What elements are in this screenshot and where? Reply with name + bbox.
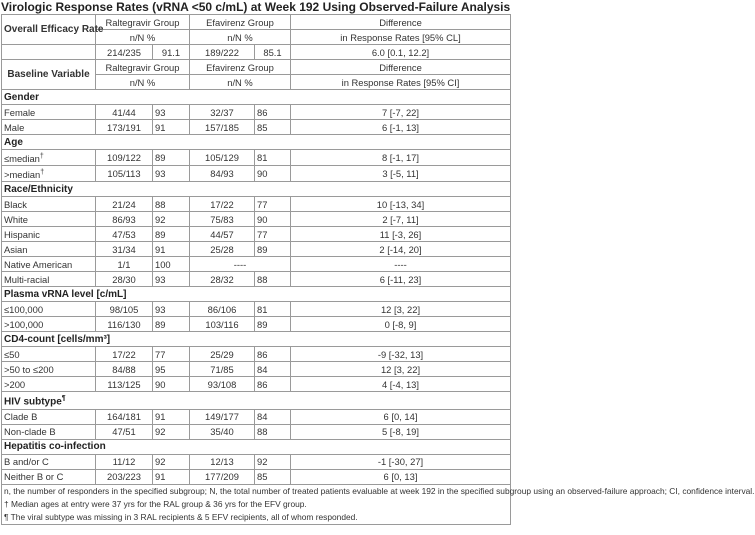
section-title: Age xyxy=(2,135,511,150)
efv-nN: 75/83 xyxy=(190,212,255,227)
difference-value: 6 [-11, 23] xyxy=(291,272,511,287)
difference-header: Difference xyxy=(291,15,511,30)
efv-pct: 84 xyxy=(255,409,291,424)
difference-value: 12 [3, 22] xyxy=(291,302,511,317)
row-label: >100,000 xyxy=(2,317,96,332)
difference-value: 7 [-7, 22] xyxy=(291,105,511,120)
table-row xyxy=(2,362,511,377)
difference-value: ---- xyxy=(291,257,511,272)
table-row xyxy=(2,377,511,392)
ral-nN: 113/125 xyxy=(96,377,153,392)
efv-nN: 17/22 xyxy=(190,197,255,212)
table-row xyxy=(2,166,511,182)
section-header-row xyxy=(2,332,511,347)
difference-value: 2 [-14, 20] xyxy=(291,242,511,257)
efv-nN: 35/40 xyxy=(190,424,255,439)
row-label: >200 xyxy=(2,377,96,392)
ral-nN: 31/34 xyxy=(96,242,153,257)
overall-header-row xyxy=(2,15,511,30)
ral-nN: 11/12 xyxy=(96,454,153,469)
efv-pct: 84 xyxy=(255,362,291,377)
efv-pct: 85 xyxy=(255,469,291,484)
efv-npct-header-2: n/N % xyxy=(190,75,291,90)
ral-npct-header: n/N % xyxy=(96,30,190,45)
ral-nN: 109/122 xyxy=(96,150,153,166)
ral-nN: 47/51 xyxy=(96,424,153,439)
ral-pct: 95 xyxy=(153,362,190,377)
efv-nN: 84/93 xyxy=(190,166,255,182)
ral-nN: 105/113 xyxy=(96,166,153,182)
row-label: Female xyxy=(2,105,96,120)
table-row xyxy=(2,347,511,362)
ral-nN: 21/24 xyxy=(96,197,153,212)
footnote: † Median ages at entry were 37 yrs for the RAL group & 36 yrs for the EFV group. xyxy=(4,498,307,509)
overall-ral-pct: 91.1 xyxy=(153,45,190,60)
section-title: Gender xyxy=(2,90,511,105)
section-header-row xyxy=(2,182,511,197)
efv-pct: 81 xyxy=(255,302,291,317)
difference-subheader-2: in Response Rates [95% CI] xyxy=(291,75,511,90)
footnote: n, the number of responders in the specified subgroup; N, the total number of treated patients evaluable at week 192 in the specified subgroup using an observed-failure approach; CI, confidence interval. xyxy=(4,485,755,496)
footnotes xyxy=(2,484,755,524)
ral-nN: 41/44 xyxy=(96,105,153,120)
row-label: Multi-racial xyxy=(2,272,96,287)
efv-pct: 90 xyxy=(255,212,291,227)
efv-nN: 25/29 xyxy=(190,347,255,362)
table-row xyxy=(2,212,511,227)
difference-value: -9 [-32, 13] xyxy=(291,347,511,362)
efv-nN: 177/209 xyxy=(190,469,255,484)
overall-efv-pct: 85.1 xyxy=(255,45,291,60)
ral-pct: 89 xyxy=(153,150,190,166)
ral-pct: 89 xyxy=(153,227,190,242)
ral-pct: 92 xyxy=(153,212,190,227)
row-label: Non-clade B xyxy=(2,424,96,439)
section-header-row xyxy=(2,439,511,454)
difference-value: 6 [0, 13] xyxy=(291,469,511,484)
efv-nN: 149/177 xyxy=(190,409,255,424)
overall-diff: 6.0 [0.1, 12.2] xyxy=(291,45,511,60)
efv-nN: 12/13 xyxy=(190,454,255,469)
ral-nN: 98/105 xyxy=(96,302,153,317)
difference-subheader: in Response Rates [95% CL] xyxy=(291,30,511,45)
overall-ral-nN: 214/235 xyxy=(96,45,153,60)
ral-npct-header-2: n/N % xyxy=(96,75,190,90)
difference-value: 11 [-3, 26] xyxy=(291,227,511,242)
efv-group-header-2: Efavirenz Group xyxy=(190,60,291,75)
row-label: Native American xyxy=(2,257,96,272)
table-row xyxy=(2,105,511,120)
row-label: Male xyxy=(2,120,96,135)
page-title: Virologic Response Rates (vRNA <50 c/mL) at Week 192 Using Observed-Failure Analysis xyxy=(1,0,511,14)
efv-nN: 86/106 xyxy=(190,302,255,317)
table-row xyxy=(2,272,511,287)
difference-value: 0 [-8, 9] xyxy=(291,317,511,332)
section-header-row xyxy=(2,90,511,105)
section-title: Plasma vRNA level [c/mL] xyxy=(2,287,511,302)
overall-efv-nN: 189/222 xyxy=(190,45,255,60)
ral-nN: 203/223 xyxy=(96,469,153,484)
difference-value: 4 [-4, 13] xyxy=(291,377,511,392)
section-header-row xyxy=(2,287,511,302)
table-row xyxy=(2,424,511,439)
footnote: ¶ The viral subtype was missing in 3 RAL recipients & 5 EFV recipients, all of whom responded. xyxy=(4,511,358,522)
efv-pct: 86 xyxy=(255,105,291,120)
row-label: Black xyxy=(2,197,96,212)
row-label: White xyxy=(2,212,96,227)
difference-value: 12 [3, 22] xyxy=(291,362,511,377)
table-row xyxy=(2,257,511,272)
difference-value: 5 [-8, 19] xyxy=(291,424,511,439)
difference-value: 10 [-13, 34] xyxy=(291,197,511,212)
efv-pct: 89 xyxy=(255,317,291,332)
difference-value: 8 [-1, 17] xyxy=(291,150,511,166)
efv-npct-header: n/N % xyxy=(190,30,291,45)
efv-pct: 85 xyxy=(255,120,291,135)
efv-nN: 93/108 xyxy=(190,377,255,392)
efv-pct: 90 xyxy=(255,166,291,182)
baseline-header-row xyxy=(2,60,511,75)
row-label: Hispanic xyxy=(2,227,96,242)
section-title: Hepatitis co-infection xyxy=(2,439,511,454)
table-row xyxy=(2,409,511,424)
row-label: B and/or C xyxy=(2,454,96,469)
ral-pct: 91 xyxy=(153,409,190,424)
table-row xyxy=(2,227,511,242)
table-row xyxy=(2,150,511,166)
ral-pct: 88 xyxy=(153,197,190,212)
table-row xyxy=(2,469,511,484)
table-row xyxy=(2,317,511,332)
section-title: HIV subtype¶ xyxy=(2,392,511,409)
efv-pct: 86 xyxy=(255,347,291,362)
efv-pct: 88 xyxy=(255,272,291,287)
table-row xyxy=(2,197,511,212)
table-row xyxy=(2,302,511,317)
ral-pct: 93 xyxy=(153,302,190,317)
ral-pct: 89 xyxy=(153,317,190,332)
efv-pct: 86 xyxy=(255,377,291,392)
ral-group-header: Raltegravir Group xyxy=(96,15,190,30)
efv-pct: 81 xyxy=(255,150,291,166)
ral-pct: 91 xyxy=(153,242,190,257)
row-label: Asian xyxy=(2,242,96,257)
baseline-variable-label: Baseline Variable xyxy=(2,60,96,90)
ral-nN: 47/53 xyxy=(96,227,153,242)
efv-nN: 71/85 xyxy=(190,362,255,377)
ral-pct: 92 xyxy=(153,454,190,469)
difference-value: 2 [-7, 11] xyxy=(291,212,511,227)
ral-pct: 91 xyxy=(153,469,190,484)
ral-nN: 86/93 xyxy=(96,212,153,227)
table-row xyxy=(2,120,511,135)
ral-pct: 77 xyxy=(153,347,190,362)
difference-header-2: Difference xyxy=(291,60,511,75)
overall-label: Overall Efficacy Rate xyxy=(2,15,96,45)
overall-blank xyxy=(2,45,96,60)
ral-nN: 28/30 xyxy=(96,272,153,287)
response-rates-table xyxy=(1,14,755,525)
ral-nN: 1/1 xyxy=(96,257,153,272)
efv-value: ---- xyxy=(190,257,291,272)
ral-nN: 164/181 xyxy=(96,409,153,424)
efv-nN: 44/57 xyxy=(190,227,255,242)
row-label: ≤100,000 xyxy=(2,302,96,317)
efv-pct: 88 xyxy=(255,424,291,439)
efv-pct: 89 xyxy=(255,242,291,257)
ral-pct: 93 xyxy=(153,166,190,182)
row-label: Neither B or C xyxy=(2,469,96,484)
section-header-row xyxy=(2,392,511,409)
ral-pct: 92 xyxy=(153,424,190,439)
footnotes-row xyxy=(2,484,511,524)
efv-group-header: Efavirenz Group xyxy=(190,15,291,30)
overall-values-row xyxy=(2,45,511,60)
efv-pct: 92 xyxy=(255,454,291,469)
efv-pct: 77 xyxy=(255,227,291,242)
efv-pct: 77 xyxy=(255,197,291,212)
difference-value: 6 [0, 14] xyxy=(291,409,511,424)
efv-nN: 28/32 xyxy=(190,272,255,287)
difference-value: -1 [-30, 27] xyxy=(291,454,511,469)
section-title: CD4-count [cells/mm³] xyxy=(2,332,511,347)
row-label: >median† xyxy=(2,166,96,182)
ral-pct: 100 xyxy=(153,257,190,272)
difference-value: 3 [-5, 11] xyxy=(291,166,511,182)
ral-nN: 116/130 xyxy=(96,317,153,332)
ral-pct: 90 xyxy=(153,377,190,392)
row-label: >50 to ≤200 xyxy=(2,362,96,377)
efv-nN: 157/185 xyxy=(190,120,255,135)
efv-nN: 103/116 xyxy=(190,317,255,332)
ral-pct: 93 xyxy=(153,272,190,287)
row-label: ≤median† xyxy=(2,150,96,166)
table-row xyxy=(2,454,511,469)
ral-group-header-2: Raltegravir Group xyxy=(96,60,190,75)
table-row xyxy=(2,242,511,257)
row-label: ≤50 xyxy=(2,347,96,362)
ral-nN: 173/191 xyxy=(96,120,153,135)
ral-nN: 84/88 xyxy=(96,362,153,377)
ral-nN: 17/22 xyxy=(96,347,153,362)
efv-nN: 32/37 xyxy=(190,105,255,120)
section-header-row xyxy=(2,135,511,150)
efv-nN: 25/28 xyxy=(190,242,255,257)
ral-pct: 93 xyxy=(153,105,190,120)
ral-pct: 91 xyxy=(153,120,190,135)
efv-nN: 105/129 xyxy=(190,150,255,166)
section-title: Race/Ethnicity xyxy=(2,182,511,197)
row-label: Clade B xyxy=(2,409,96,424)
difference-value: 6 [-1, 13] xyxy=(291,120,511,135)
